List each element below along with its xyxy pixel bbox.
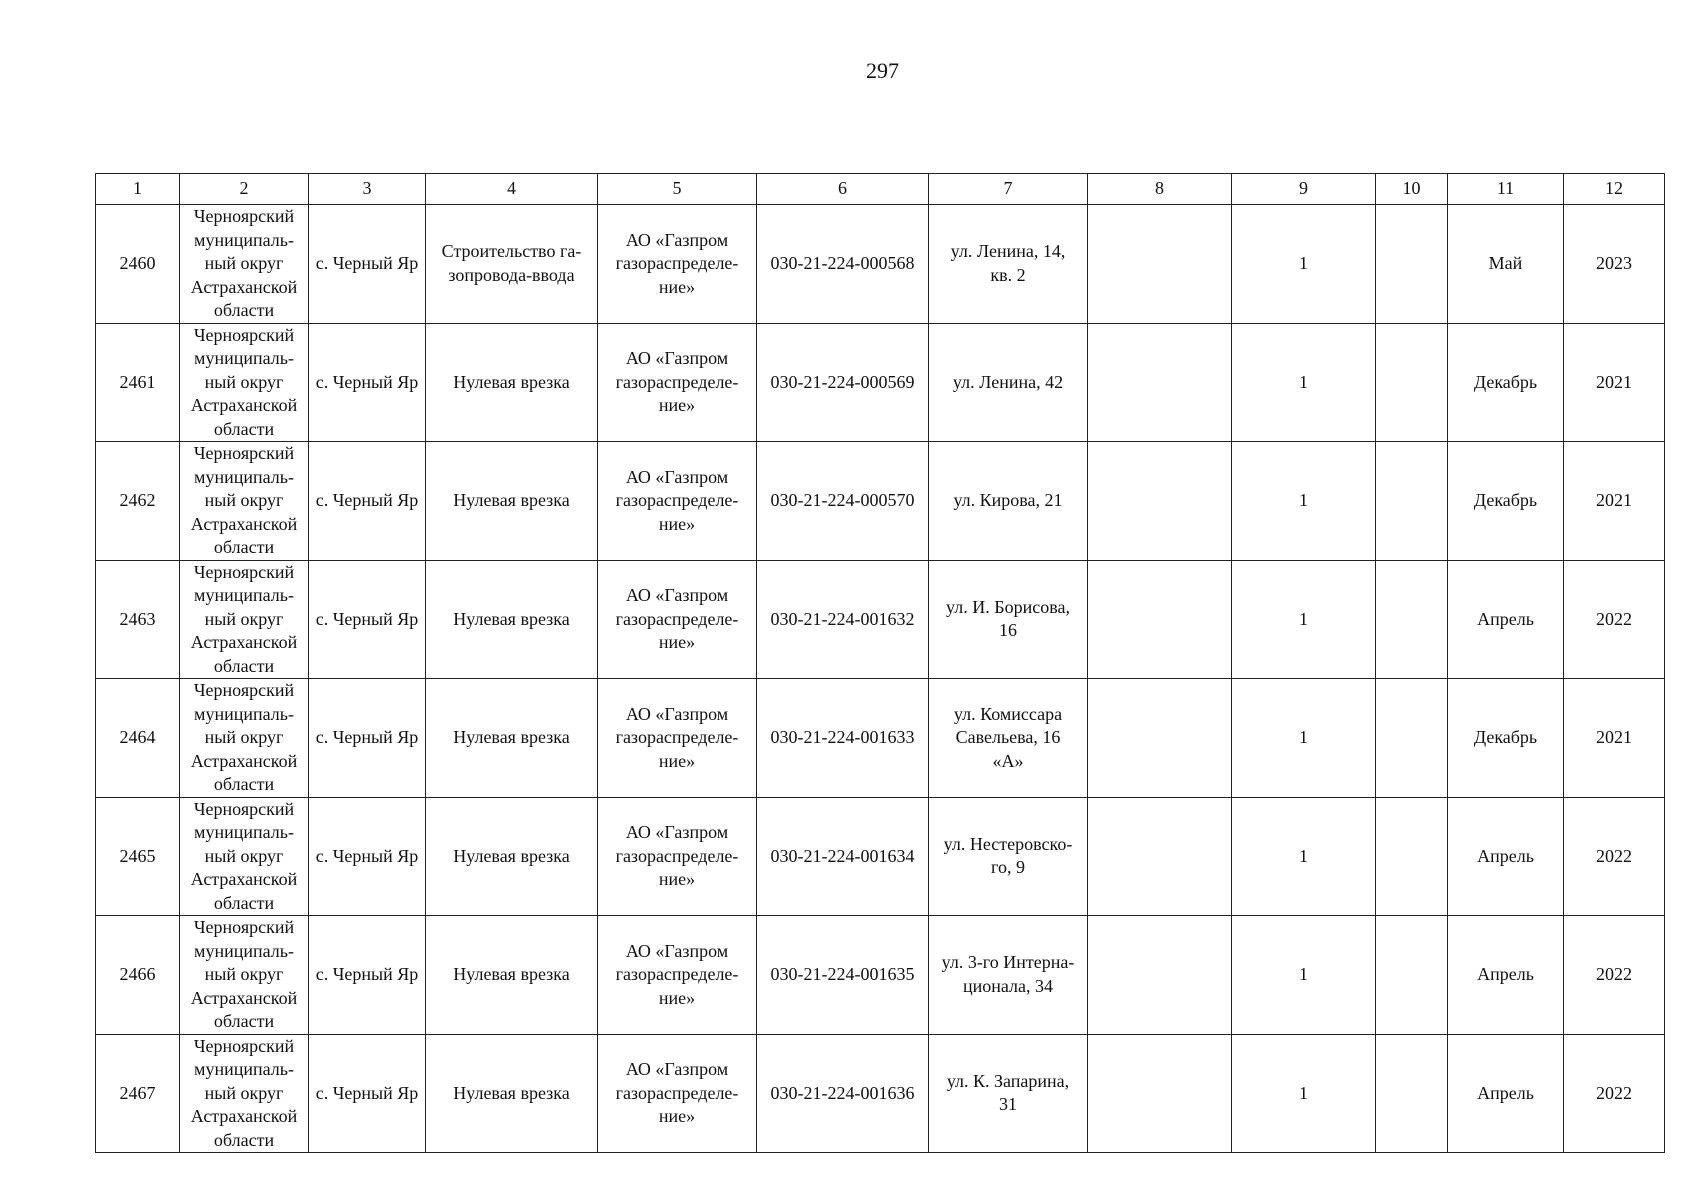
table-cell-col-3: с. Черный Яр (309, 679, 426, 798)
table-cell-col-9: 1 (1232, 797, 1376, 916)
table-cell-col-6: 030-21-224-000568 (757, 205, 929, 324)
table-cell-col-2: Черноярский муниципаль- ный округ Астраханской области (180, 323, 309, 442)
table-cell-col-5: АО «Газпром газораспределе- ние» (598, 560, 757, 679)
table-cell-col-11: Апрель (1448, 1034, 1564, 1153)
column-header-5: 5 (598, 174, 757, 205)
table-cell-col-10 (1376, 797, 1448, 916)
table-cell-col-10 (1376, 442, 1448, 561)
table-cell-col-4: Нулевая врезка (426, 797, 598, 916)
table-cell-col-4: Нулевая врезка (426, 916, 598, 1035)
table-cell-col-2: Черноярский муниципаль- ный округ Астраханской области (180, 1034, 309, 1153)
page-number: 297 (866, 58, 899, 83)
table-cell-col-3: с. Черный Яр (309, 205, 426, 324)
table-cell-col-8 (1088, 797, 1232, 916)
table-cell-col-2: Черноярский муниципаль- ный округ Астраханской области (180, 797, 309, 916)
table-cell-col-2: Черноярский муниципаль- ный округ Астраханской области (180, 560, 309, 679)
table-cell-col-6: 030-21-224-001633 (757, 679, 929, 798)
table-cell-col-6: 030-21-224-000569 (757, 323, 929, 442)
table-row (96, 916, 1665, 1035)
table-cell-col-7: ул. Ленина, 14, кв. 2 (929, 205, 1088, 324)
table-row (96, 560, 1665, 679)
table-cell-col-3: с. Черный Яр (309, 916, 426, 1035)
column-header-8: 8 (1088, 174, 1232, 205)
table-cell-col-1: 2460 (96, 205, 180, 324)
table-cell-col-3: с. Черный Яр (309, 560, 426, 679)
table-cell-col-2: Черноярский муниципаль- ный округ Астраханской области (180, 916, 309, 1035)
table-cell-col-5: АО «Газпром газораспределе- ние» (598, 679, 757, 798)
table-cell-col-11: Май (1448, 205, 1564, 324)
table-cell-col-4: Строительство га- зопровода-ввода (426, 205, 598, 324)
table-cell-col-1: 2461 (96, 323, 180, 442)
table-cell-col-11: Апрель (1448, 560, 1564, 679)
table-cell-col-12: 2022 (1564, 916, 1665, 1035)
table-cell-col-3: с. Черный Яр (309, 1034, 426, 1153)
table-cell-col-11: Декабрь (1448, 323, 1564, 442)
table-cell-col-12: 2021 (1564, 323, 1665, 442)
table-row (96, 205, 1665, 324)
table-body (96, 205, 1665, 1153)
table-cell-col-1: 2463 (96, 560, 180, 679)
table-cell-col-8 (1088, 323, 1232, 442)
column-header-4: 4 (426, 174, 598, 205)
table-row (96, 1034, 1665, 1153)
header-row (96, 174, 1665, 205)
table-cell-col-6: 030-21-224-000570 (757, 442, 929, 561)
table-cell-col-5: АО «Газпром газораспределе- ние» (598, 323, 757, 442)
table-cell-col-4: Нулевая врезка (426, 442, 598, 561)
table-cell-col-5: АО «Газпром газораспределе- ние» (598, 797, 757, 916)
table-cell-col-10 (1376, 323, 1448, 442)
table-cell-col-1: 2465 (96, 797, 180, 916)
column-header-9: 9 (1232, 174, 1376, 205)
table-cell-col-2: Черноярский муниципаль- ный округ Астраханской области (180, 442, 309, 561)
table-row (96, 442, 1665, 561)
table-cell-col-12: 2022 (1564, 560, 1665, 679)
table-cell-col-7: ул. Комиссара Савельева, 16 «А» (929, 679, 1088, 798)
table-cell-col-9: 1 (1232, 205, 1376, 324)
table-cell-col-9: 1 (1232, 679, 1376, 798)
table-cell-col-1: 2462 (96, 442, 180, 561)
table-cell-col-5: АО «Газпром газораспределе- ние» (598, 205, 757, 324)
table-cell-col-3: с. Черный Яр (309, 797, 426, 916)
table-cell-col-3: с. Черный Яр (309, 442, 426, 561)
table-cell-col-1: 2466 (96, 916, 180, 1035)
table-cell-col-9: 1 (1232, 323, 1376, 442)
table-cell-col-1: 2464 (96, 679, 180, 798)
table-cell-col-8 (1088, 916, 1232, 1035)
table-cell-col-7: ул. Кирова, 21 (929, 442, 1088, 561)
table-cell-col-4: Нулевая врезка (426, 679, 598, 798)
column-header-3: 3 (309, 174, 426, 205)
table-cell-col-10 (1376, 679, 1448, 798)
column-header-10: 10 (1376, 174, 1448, 205)
table-cell-col-1: 2467 (96, 1034, 180, 1153)
table-cell-col-11: Апрель (1448, 916, 1564, 1035)
table-cell-col-4: Нулевая врезка (426, 323, 598, 442)
column-header-2: 2 (180, 174, 309, 205)
table-cell-col-9: 1 (1232, 442, 1376, 561)
table-cell-col-11: Апрель (1448, 797, 1564, 916)
column-header-1: 1 (96, 174, 180, 205)
table-cell-col-10 (1376, 916, 1448, 1035)
table-cell-col-5: АО «Газпром газораспределе- ние» (598, 442, 757, 561)
table-row (96, 797, 1665, 916)
table-cell-col-4: Нулевая врезка (426, 1034, 598, 1153)
column-header-11: 11 (1448, 174, 1564, 205)
table-cell-col-10 (1376, 560, 1448, 679)
column-header-12: 12 (1564, 174, 1665, 205)
table-cell-col-11: Декабрь (1448, 442, 1564, 561)
table-cell-col-10 (1376, 1034, 1448, 1153)
table-row (96, 679, 1665, 798)
table-cell-col-9: 1 (1232, 560, 1376, 679)
table-cell-col-2: Черноярский муниципаль- ный округ Астраханской области (180, 679, 309, 798)
table-cell-col-12: 2022 (1564, 797, 1665, 916)
table-cell-col-7: ул. К. Запарина, 31 (929, 1034, 1088, 1153)
table-cell-col-7: ул. Ленина, 42 (929, 323, 1088, 442)
table-cell-col-7: ул. Нестеровско- го, 9 (929, 797, 1088, 916)
table-cell-col-3: с. Черный Яр (309, 323, 426, 442)
column-header-7: 7 (929, 174, 1088, 205)
table-cell-col-6: 030-21-224-001632 (757, 560, 929, 679)
table-cell-col-9: 1 (1232, 1034, 1376, 1153)
table-cell-col-8 (1088, 1034, 1232, 1153)
table-row (96, 323, 1665, 442)
column-header-6: 6 (757, 174, 929, 205)
table-cell-col-8 (1088, 442, 1232, 561)
table-cell-col-7: ул. 3-го Интерна- ционала, 34 (929, 916, 1088, 1035)
table-cell-col-6: 030-21-224-001634 (757, 797, 929, 916)
table-cell-col-10 (1376, 205, 1448, 324)
data-table (95, 173, 1665, 1153)
table-cell-col-6: 030-21-224-001636 (757, 1034, 929, 1153)
table-cell-col-8 (1088, 560, 1232, 679)
table-cell-col-2: Черноярский муниципаль- ный округ Астраханской области (180, 205, 309, 324)
table-cell-col-8 (1088, 679, 1232, 798)
table-cell-col-7: ул. И. Борисова, 16 (929, 560, 1088, 679)
table-cell-col-6: 030-21-224-001635 (757, 916, 929, 1035)
table-cell-col-11: Декабрь (1448, 679, 1564, 798)
table-cell-col-5: АО «Газпром газораспределе- ние» (598, 916, 757, 1035)
table-cell-col-4: Нулевая врезка (426, 560, 598, 679)
table-cell-col-12: 2023 (1564, 205, 1665, 324)
table-cell-col-9: 1 (1232, 916, 1376, 1035)
table-cell-col-12: 2021 (1564, 679, 1665, 798)
table-cell-col-5: АО «Газпром газораспределе- ние» (598, 1034, 757, 1153)
table-cell-col-12: 2021 (1564, 442, 1665, 561)
table-cell-col-12: 2022 (1564, 1034, 1665, 1153)
table-cell-col-8 (1088, 205, 1232, 324)
